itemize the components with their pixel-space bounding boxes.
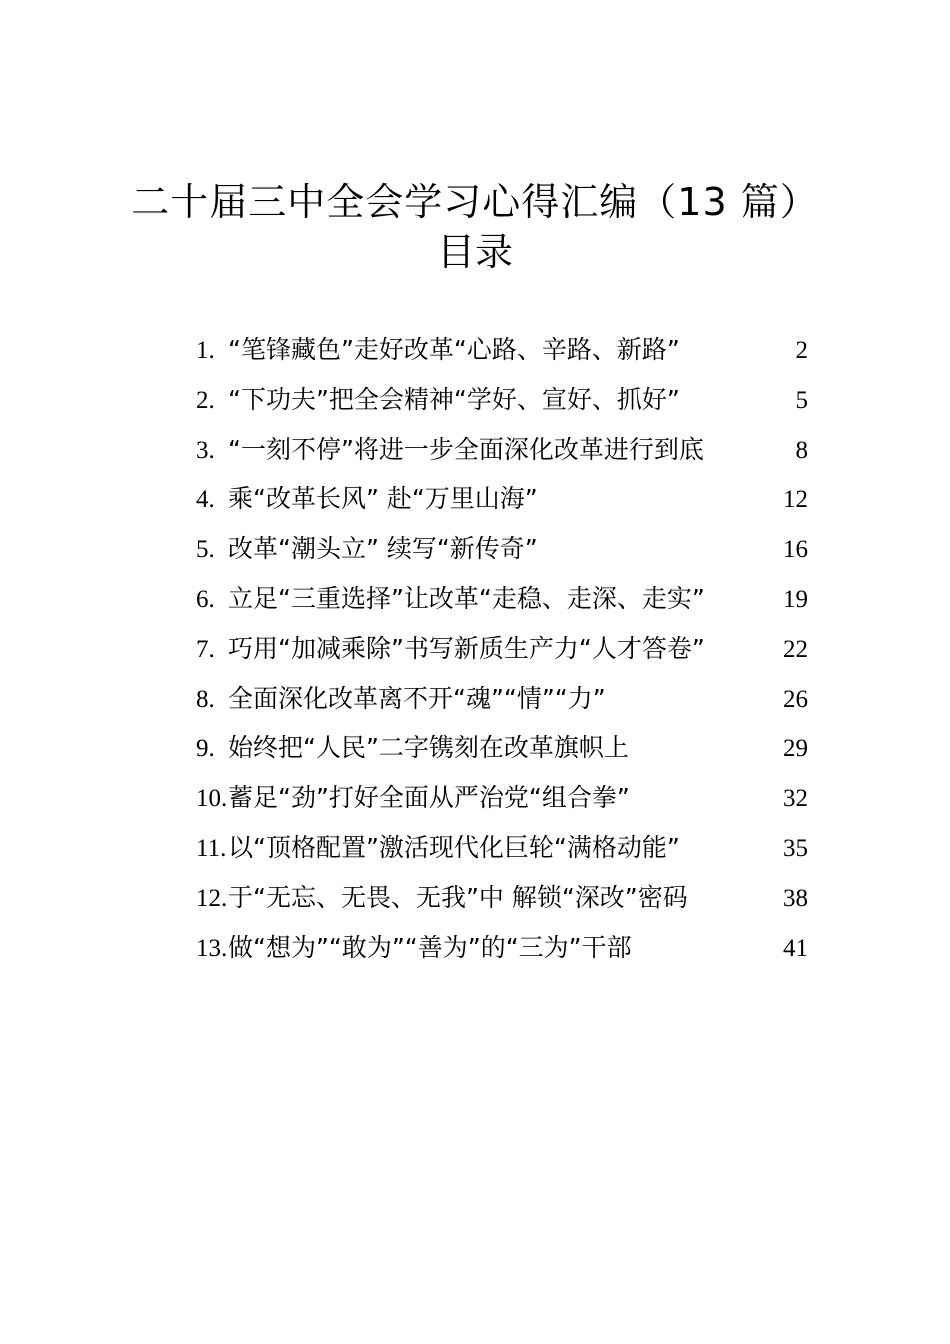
toc-entry-number: 8.	[196, 685, 215, 713]
toc-heading: 目录	[436, 230, 513, 274]
toc-entry-page: 29	[783, 735, 808, 763]
toc-entry-page: 26	[783, 685, 808, 713]
toc-entry-title: 改革“潮头立” 续写“新传奇”	[228, 534, 538, 564]
toc-entry-page: 2	[795, 337, 808, 364]
toc-entry-number: 11.	[196, 834, 227, 862]
toc-entry-number: 2.	[196, 386, 215, 414]
toc-entry-4[interactable]	[196, 479, 808, 529]
toc-entry-10[interactable]	[196, 778, 808, 828]
toc-entry-12[interactable]	[196, 878, 808, 928]
toc-entry-3[interactable]	[196, 430, 808, 480]
toc-entry-title: “一刻不停”将进一步全面深化改革进行到底	[228, 434, 704, 464]
toc-entry-title: “下功夫”把全会精神“学好、宣好、抓好”	[228, 384, 680, 414]
toc-entry-page: 22	[783, 635, 808, 663]
toc-entry-number: 5.	[196, 536, 215, 564]
toc-entry-title: 全面深化改革离不开“魂”“情”“力”	[228, 683, 606, 713]
toc-entry-1[interactable]	[196, 330, 808, 380]
toc-entry-page: 8	[795, 436, 808, 464]
toc-entry-page: 19	[783, 585, 808, 613]
toc-entry-number: 12.	[196, 884, 228, 912]
toc-entry-9[interactable]	[196, 728, 808, 778]
toc-entry-number: 3.	[196, 436, 215, 464]
toc-entry-number: 10.	[196, 785, 228, 813]
toc-entry-page: 35	[783, 834, 808, 862]
toc-entry-number: 6.	[196, 585, 215, 613]
toc-entry-number: 13.	[196, 934, 228, 962]
toc-entry-title: 以“顶格配置”激活现代化巨轮“满格动能”	[228, 832, 680, 862]
toc-entry-title: 立足“三重选择”让改革“走稳、走深、走实”	[228, 583, 705, 613]
toc-entry-page: 32	[783, 785, 808, 813]
toc-entry-5[interactable]	[196, 529, 808, 579]
toc-entry-number: 7.	[196, 635, 215, 663]
toc-entry-page: 41	[783, 934, 808, 962]
toc-entry-13[interactable]	[196, 928, 808, 978]
toc-entry-number: 1.	[196, 337, 215, 364]
toc-entry-title: 始终把“人民”二字镌刻在改革旗帜上	[228, 733, 629, 763]
toc-entry-11[interactable]	[196, 828, 808, 878]
toc-entry-2[interactable]	[196, 380, 808, 430]
toc-entry-title: 做“想为”“敢为”“善为”的“三为”干部	[228, 932, 632, 962]
toc-entry-title: “笔锋藏色”走好改革“心路、辛路、新路”	[228, 335, 680, 364]
toc-entry-7[interactable]	[196, 629, 808, 679]
toc-entry-number: 9.	[196, 735, 215, 763]
toc-entry-page: 12	[783, 486, 808, 514]
table-of-contents	[196, 330, 808, 977]
toc-entry-page: 5	[795, 386, 808, 414]
toc-entry-title: 巧用“加减乘除”书写新质生产力“人才答卷”	[228, 633, 705, 663]
toc-entry-page: 16	[783, 536, 808, 564]
document-title: 二十届三中全会学习心得汇编（13 篇）	[131, 180, 819, 224]
toc-entry-page: 38	[783, 884, 808, 912]
toc-entry-number: 4.	[196, 486, 215, 514]
toc-entry-title: 乘“改革长风” 赴“万里山海”	[228, 484, 538, 514]
toc-entry-title: 蓄足“劲”打好全面从严治党“组合拳”	[228, 783, 630, 813]
toc-entry-title: 于“无忘、无畏、无我”中 解锁“深改”密码	[228, 882, 688, 912]
toc-entry-8[interactable]	[196, 679, 808, 729]
toc-entry-6[interactable]	[196, 579, 808, 629]
